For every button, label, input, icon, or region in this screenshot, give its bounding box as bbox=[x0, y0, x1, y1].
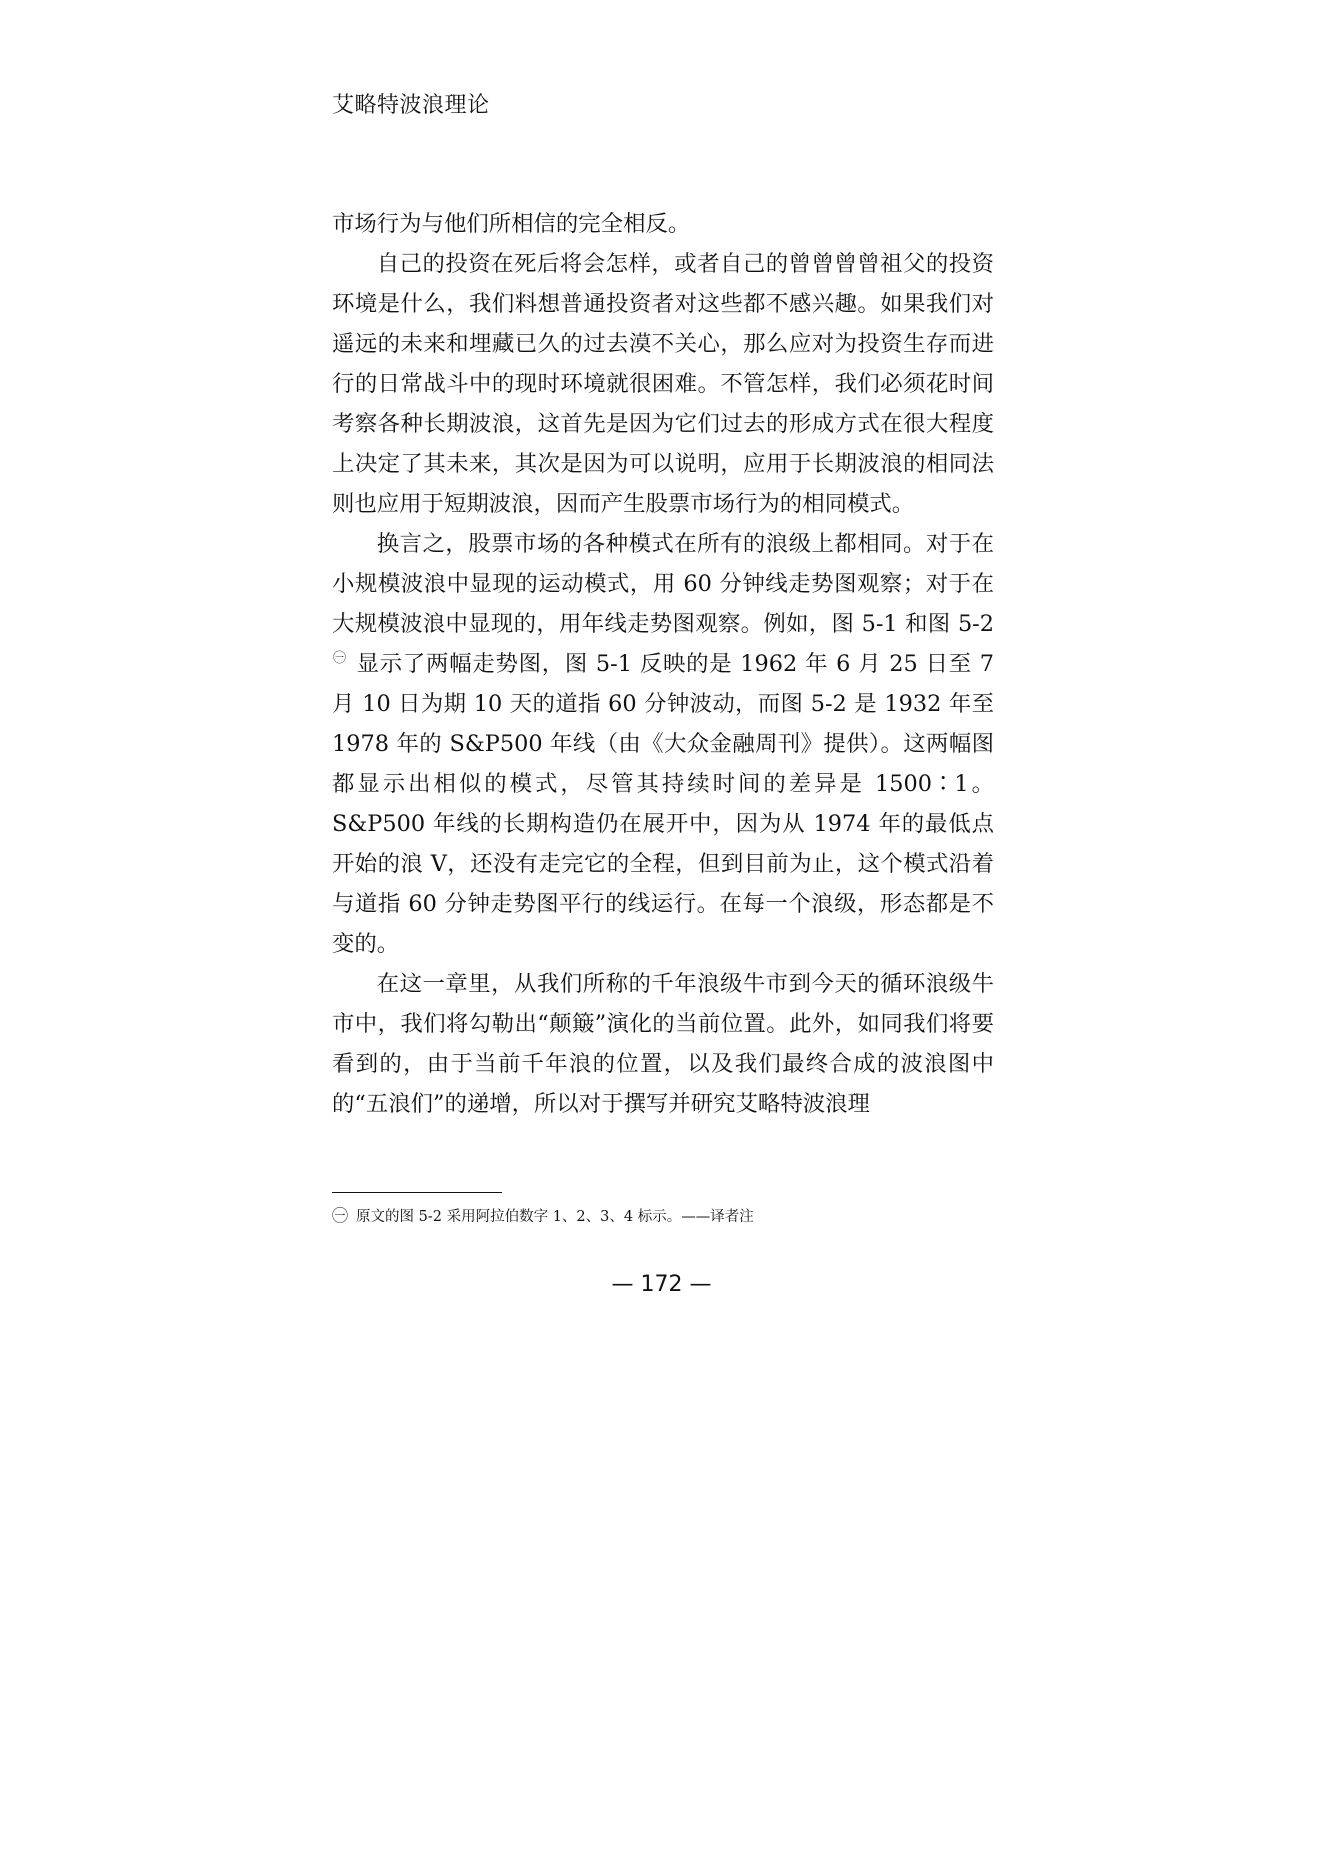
paragraph-2: 自己的投资在死后将会怎样，或者自己的曾曾曾曾祖父的投资环境是什么，我们料想普通投资者对这些都不感兴趣。如果我们对遥远的未来和埋藏已久的过去漠不关心，那么应对为投资生存而进行的日常战斗中的现时环境就很困难。不管怎样，我们必须花时间考察各种长期波浪，这首先是因为它们过去的形成方式在很大程度上决定了其未来，其次是因为可以说明，应用于长期波浪的相同法则也应用于短期波浪，因而产生股票市场行为的相同模式。 bbox=[332, 251, 994, 517]
paragraph-3-part-2: 显示了两幅走势图，图 5-1 反映的是 1962 年 6 月 25 日至 7 月 10 日为期 10 天的道指 60 分钟波动，而图 5-2 是 1932 年至 1978 年的 S&P500 年线（由《大众金融周刊》提供）。这两幅图都显示出相似的模式，尽管其持续时间的差异是 1500∶1。S&P500 年线的长期构造仍在展开中，因为从 1974 年的最低点开始的浪 V，还没有走完它的全程，但到目前为止，这个模式沿着与道指 60 分钟走势图平行的线运行。在每一个浪级，形态都是不变的。 bbox=[332, 651, 994, 957]
paragraph-3 bbox=[332, 524, 994, 964]
footnote-divider bbox=[332, 1192, 502, 1193]
paragraph-4: 在这一章里，从我们所称的千年浪级牛市到今天的循环浪级牛市中，我们将勾勒出“颠簸”演化的当前位置。此外，如同我们将要看到的，由于当前千年浪的位置，以及我们最终合成的波浪图中的“五浪们”的递增，所以对于撰写并研究艾略特波浪理 bbox=[332, 971, 994, 1117]
footnote-reference: ㊀ bbox=[333, 651, 347, 666]
body-text bbox=[332, 204, 994, 1124]
page-number: — 172 — bbox=[611, 1272, 712, 1297]
footnote bbox=[332, 1204, 754, 1229]
paragraph-3-part-1: 换言之，股票市场的各种模式在所有的浪级上都相同。对于在小规模波浪中显现的运动模式，用 60 分钟线走势图观察；对于在大规模波浪中显现的，用年线走势图观察。例如，图 5-1 和图 5-2 bbox=[332, 531, 994, 637]
footnote-mark: ㊀ bbox=[332, 1206, 349, 1225]
running-header: 艾略特波浪理论 bbox=[332, 93, 490, 118]
footnote-text: 原文的图 5-2 采用阿拉伯数字 1、2、3、4 标示。——译者注 bbox=[356, 1209, 754, 1225]
paragraph-1: 市场行为与他们所相信的完全相反。 bbox=[332, 211, 691, 237]
